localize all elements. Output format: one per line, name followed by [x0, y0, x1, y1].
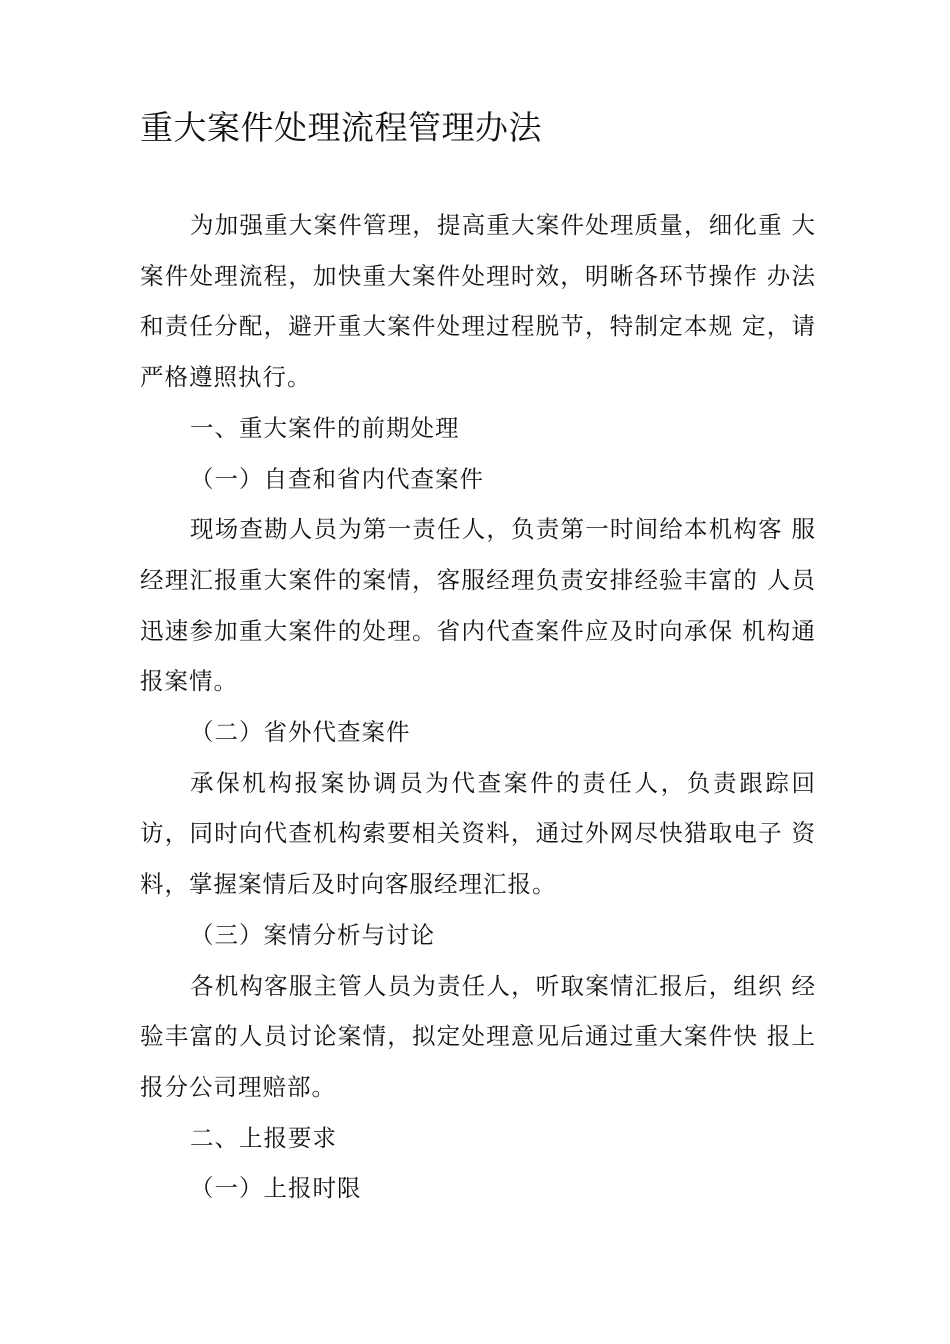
section-1-2-paragraph: 承保机构报案协调员为代查案件的责任人，负责跟踪回访，同时向代查机构索要相关资料，通过外网尽快猎取电子 资料，掌握案情后及时向客服经理汇报。: [140, 768, 816, 899]
section-1-3-paragraph: 各机构客服主管人员为责任人，听取案情汇报后，组织 经验丰富的人员讨论案情，拟定处理意见后通过重大案件快 报上报分公司理赔部。: [140, 971, 816, 1101]
document-title: 重大案件处理流程管理办法: [140, 108, 542, 147]
section-1-2-heading: （二）省外代查案件: [190, 718, 411, 747]
section-1-1-paragraph: 现场查勘人员为第一责任人，负责第一时间给本机构客 服经理汇报重大案件的案情，客服经理负责安排经验丰富的 人员迅速参加重大案件的处理。省内代查案件应及时向承保 机构通报案情。: [140, 515, 816, 696]
section-1-heading: 一、重大案件的前期处理: [190, 413, 460, 442]
intro-paragraph: 为加强重大案件管理，提高重大案件处理质量，细化重 大案件处理流程，加快重大案件处理时效，明晰各环节操作 办法和责任分配，避开重大案件处理过程脱节，特制定本规 定，请严格遵照执行。: [140, 211, 816, 392]
section-1-3-heading: （三）案情分析与讨论: [190, 920, 435, 949]
document-body: [140, 200, 816, 1214]
section-1-1-heading: （一）自查和省内代查案件: [190, 464, 484, 493]
section-2-1-heading: （一）上报时限: [190, 1174, 362, 1203]
section-2-heading: 二、上报要求: [190, 1123, 337, 1152]
